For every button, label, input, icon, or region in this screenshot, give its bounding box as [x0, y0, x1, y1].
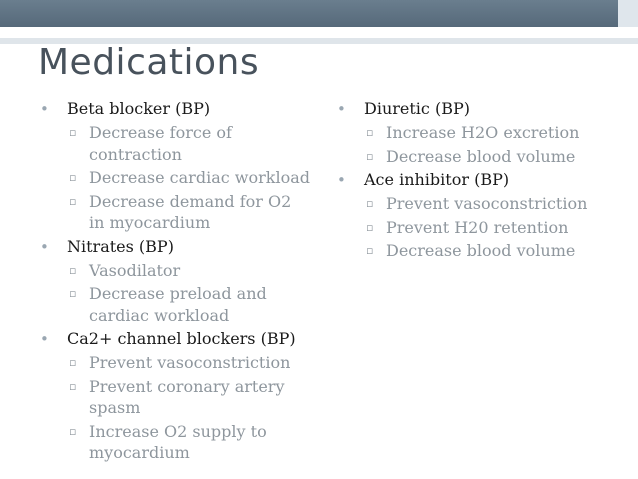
bullet-icon: •	[40, 237, 49, 256]
sub-item	[67, 352, 310, 374]
slide-title: Medications	[38, 42, 260, 83]
list-item	[40, 98, 310, 234]
sub-bullet-icon: ▫	[69, 379, 77, 393]
sub-item	[67, 283, 310, 326]
sub-item	[67, 260, 310, 282]
sub-bullet-icon: ▫	[69, 287, 77, 300]
list-item-label: Ca2+ channel blockers (BP)	[67, 329, 296, 348]
bullet-icon: •	[40, 330, 49, 348]
sub-list	[364, 193, 617, 262]
sub-bullet-icon: ▫	[366, 220, 374, 234]
sub-bullet-icon: ▫	[69, 171, 77, 184]
bullet-list-right	[337, 98, 617, 262]
sub-item-label: Prevent coronary artery spasm	[89, 376, 285, 417]
sub-item-label: Increase O2 supply to myocardium	[89, 421, 267, 462]
sub-bullet-icon: ▫	[366, 126, 374, 139]
sub-list	[67, 260, 310, 327]
bullet-list-left	[40, 98, 310, 464]
sub-item	[67, 191, 310, 234]
sub-item	[364, 217, 617, 239]
sub-item-label: Prevent H20 retention	[386, 217, 569, 237]
list-item	[40, 236, 310, 327]
corner-accent	[618, 0, 638, 27]
sub-item	[364, 122, 617, 144]
sub-bullet-icon: ▫	[69, 263, 77, 277]
sub-item-label: Decrease force of contraction	[89, 123, 232, 164]
sub-item-label: Decrease demand for O2 in myocardium	[89, 191, 292, 232]
list-item-label: Diuretic (BP)	[364, 99, 470, 118]
sub-item-label: Decrease preload and cardiac workload	[89, 284, 267, 325]
sub-item-label: Vasodilator	[89, 260, 181, 280]
sub-list	[67, 122, 310, 234]
sub-list	[364, 122, 617, 167]
sub-item	[67, 122, 310, 165]
sub-item	[364, 146, 617, 168]
sub-bullet-icon: ▫	[69, 194, 77, 208]
sub-bullet-icon: ▫	[366, 149, 374, 163]
left-column	[40, 98, 310, 466]
header-bar	[0, 0, 638, 27]
sub-item	[67, 421, 310, 464]
sub-item-label: Decrease blood volume	[386, 146, 576, 166]
list-item-label: Nitrates (BP)	[67, 236, 174, 256]
sub-item-label: Prevent vasoconstriction	[386, 194, 588, 213]
sub-item	[364, 240, 617, 262]
list-item	[337, 169, 617, 262]
sub-bullet-icon: ▫	[366, 197, 374, 210]
sub-item-label: Decrease cardiac workload	[89, 168, 310, 187]
sub-bullet-icon: ▫	[366, 244, 374, 257]
list-item-label: Ace inhibitor (BP)	[364, 170, 510, 189]
sub-item	[67, 376, 310, 419]
bullet-icon: •	[337, 171, 346, 189]
bullet-icon: •	[337, 100, 346, 118]
bullet-icon: •	[40, 100, 49, 118]
list-item	[337, 98, 617, 167]
sub-bullet-icon: ▫	[69, 126, 77, 139]
sub-bullet-icon: ▫	[69, 424, 77, 438]
sub-bullet-icon: ▫	[69, 356, 77, 369]
list-item	[40, 328, 310, 464]
list-item-label: Beta blocker (BP)	[67, 99, 211, 118]
right-column	[337, 98, 617, 264]
sub-item-label: Decrease blood volume	[386, 241, 576, 260]
sub-item	[67, 167, 310, 189]
sub-list	[67, 352, 310, 464]
sub-item-label: Increase H2O excretion	[386, 123, 580, 142]
sub-item	[364, 193, 617, 215]
sub-item-label: Prevent vasoconstriction	[89, 353, 291, 372]
